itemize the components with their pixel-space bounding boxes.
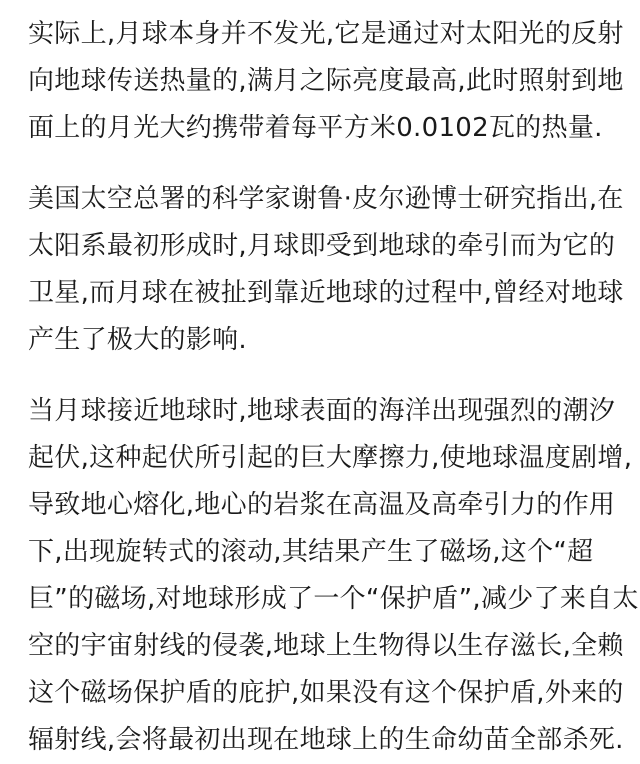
text-line: 实际上,月球本身并不发光,它是通过对太阳光的反射 <box>28 19 624 49</box>
text-line: 空的宇宙射线的侵袭,地球上生物得以生存滋长,全赖 <box>28 631 624 661</box>
text-line: 卫星,而月球在被扯到靠近地球的过程中,曾经对地球 <box>28 278 624 308</box>
text-line: 面上的月光大约携带着每平方米0.0102瓦的热量. <box>28 113 603 143</box>
text-line: 太阳系最初形成时,月球即受到地球的牵引而为它的 <box>28 231 616 261</box>
text-line: 当月球接近地球时,地球表面的海洋出现强烈的潮汐 <box>28 396 616 426</box>
text-line: 导致地心熔化,地心的岩浆在高温及高牵引力的作用 <box>28 490 616 520</box>
text-line: 巨”的磁场,对地球形成了一个“保护盾”,减少了来自太 <box>28 584 639 614</box>
text-line: 向地球传送热量的,满月之际亮度最高,此时照射到地 <box>28 66 624 96</box>
text-line: 产生了极大的影响. <box>28 325 247 355</box>
text-line: 美国太空总署的科学家谢鲁·皮尔逊博士研究指出,在 <box>28 184 624 214</box>
text-line: 这个磁场保护盾的庇护,如果没有这个保护盾,外来的 <box>28 678 624 708</box>
text-line: 辐射线,会将最初出现在地球上的生命幼苗全部杀死. <box>28 725 624 755</box>
text-line: 下,出现旋转式的滚动,其结果产生了磁场,这个“超 <box>28 537 594 567</box>
text-line: 起伏,这种起伏所引起的巨大摩擦力,使地球温度剧增, <box>28 443 633 473</box>
